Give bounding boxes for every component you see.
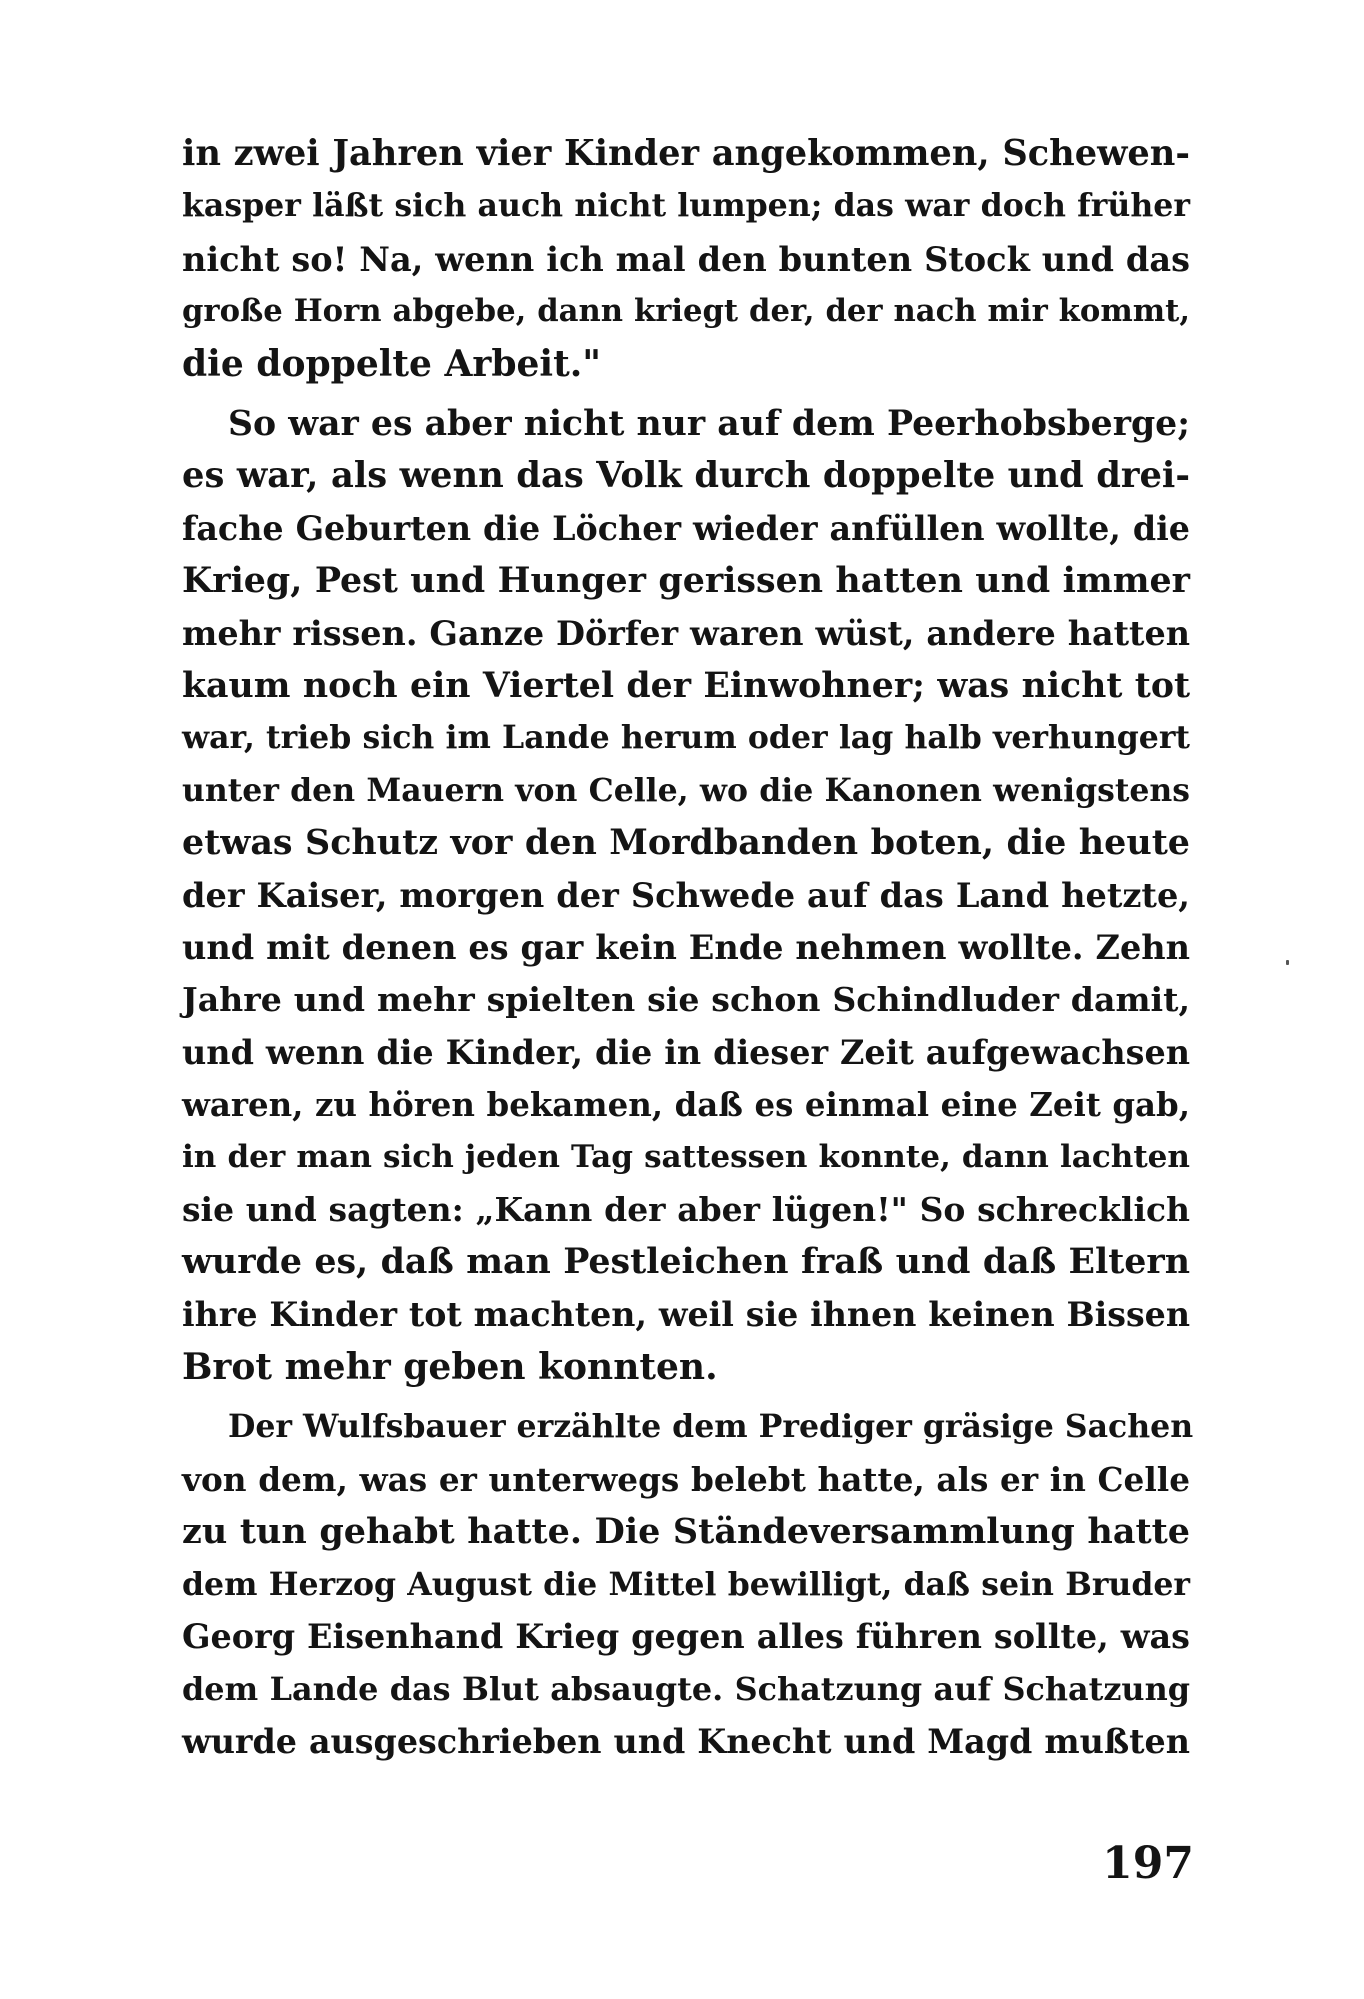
text-line: nicht so! Na, wenn ich mal den bunten Stock und das xyxy=(182,238,1190,279)
text-line: wurde es, daß man Pestleichen fraß und daß Eltern xyxy=(182,1241,1190,1283)
text-line: kasper läßt sich auch nicht lumpen; das war doch früher xyxy=(182,187,1190,225)
print-speck xyxy=(1286,960,1289,965)
text-line: von dem, was er unterwegs belebt hatte, als er in Celle xyxy=(182,1459,1190,1499)
text-line: der Kaiser, morgen der Schwede auf das Land hetzte, xyxy=(182,875,1190,916)
text-line: mehr rissen. Ganze Dörfer waren wüst, andere hatten xyxy=(182,613,1190,653)
text-line: Georg Eisenhand Krieg gegen alles führen sollte, was xyxy=(182,1616,1190,1656)
text-line: Jahre und mehr spielten sie schon Schindluder damit, xyxy=(182,980,1190,1020)
text-line: fache Geburten die Löcher wieder anfüllen wollte, die xyxy=(182,508,1190,548)
text-line: kaum noch ein Viertel der Einwohner; was nicht tot xyxy=(182,664,1190,706)
text-line: sie und sagten: „Kann der aber lügen!" So schrecklich xyxy=(182,1189,1190,1229)
body-text xyxy=(182,128,1194,1768)
paragraph xyxy=(182,398,1190,1393)
text-line: wurde ausgeschrieben und Knecht und Magd mußten xyxy=(182,1721,1190,1761)
page-number: 197 xyxy=(1102,1838,1194,1889)
text-line: es war, als wenn das Volk durch doppelte und drei- xyxy=(182,455,1190,497)
text-line: Brot mehr geben konnten. xyxy=(182,1345,718,1388)
text-line: unter den Mauern von Celle, wo die Kanonen wenigstens xyxy=(182,771,1190,809)
text-line: große Horn abgebe, dann kriegt der, der nach mir kommt, xyxy=(182,293,1190,330)
text-line: die doppelte Arbeit." xyxy=(182,342,602,385)
text-line: zu tun gehabt hatte. Die Ständeversammlung hatte xyxy=(182,1511,1190,1553)
text-line: dem Lande das Blut absaugte. Schatzung auf Schatzung xyxy=(182,1670,1190,1709)
text-line: und mit denen es gar kein Ende nehmen wollte. Zehn xyxy=(182,927,1190,967)
paragraph-gap xyxy=(182,390,1190,398)
text-line: etwas Schutz vor den Mordbanden boten, die heute xyxy=(182,822,1190,864)
text-line: Krieg, Pest und Hunger gerissen hatten und immer xyxy=(182,560,1190,602)
paragraph xyxy=(182,1401,1194,1768)
text-line: ihre Kinder tot machten, weil sie ihnen keinen Bissen xyxy=(182,1294,1190,1334)
text-line: dem Herzog August die Mittel bewilligt, daß sein Bruder xyxy=(182,1565,1190,1603)
text-line: und wenn die Kinder, die in dieser Zeit aufgewachsen xyxy=(182,1032,1190,1072)
text-line: in zwei Jahren vier Kinder angekommen, Schewen- xyxy=(182,133,1190,174)
paragraph-gap xyxy=(182,1393,1190,1401)
text-line: So war es aber nicht nur auf dem Peerhobsberge; xyxy=(228,402,1190,444)
text-line: war, trieb sich im Lande herum oder lag halb verhungert xyxy=(182,719,1190,757)
text-line: in der man sich jeden Tag sattessen konnte, dann lachten xyxy=(182,1139,1190,1176)
paragraph xyxy=(182,128,1190,390)
text-line: Der Wulfsbauer erzählte dem Prediger gräsige Sachen xyxy=(228,1408,1194,1446)
text-line: waren, zu hören bekamen, daß es einmal eine Zeit gab, xyxy=(182,1086,1190,1125)
